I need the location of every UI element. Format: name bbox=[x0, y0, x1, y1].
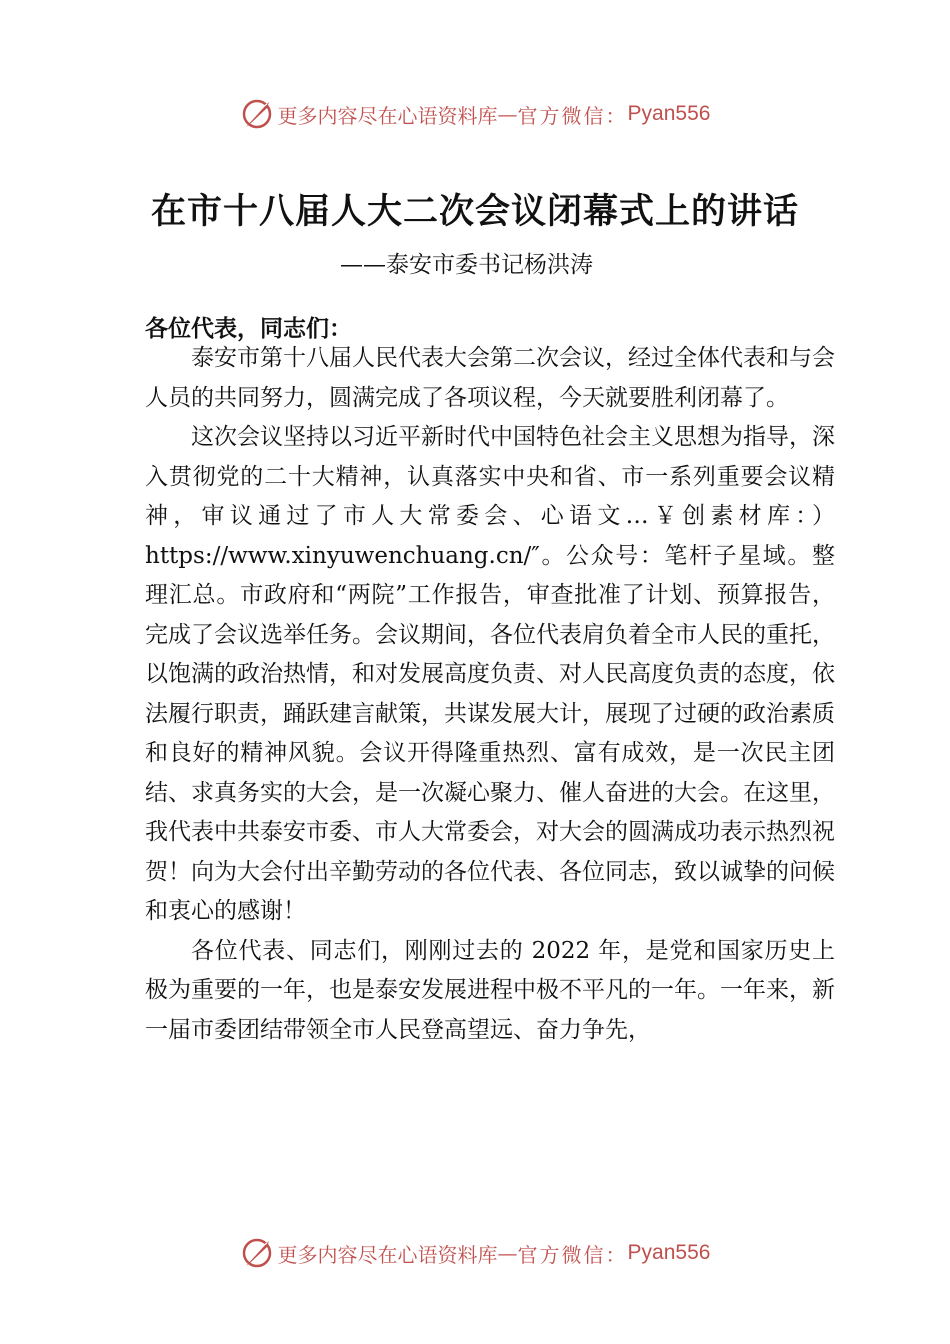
document-subtitle: ——泰安市委书记杨洪涛 bbox=[340, 252, 593, 278]
paragraph: 各位代表、同志们，刚刚过去的 2022 年，是党和国家历史上极为重要的一年，也是泰安发展进程中极不平凡的一年。一年来，新一届市委团结带领全市人民登高望远、奋力争先， bbox=[145, 937, 835, 1043]
banner-brand-text: 更多内容尽在心语资料库 bbox=[277, 1242, 498, 1267]
footer-watermark-banner bbox=[0, 1233, 950, 1273]
banner-separator: — bbox=[497, 102, 518, 126]
quill-pen-logo-icon bbox=[240, 1236, 274, 1270]
paragraph: 这次会议坚持以习近平新时代中国特色社会主义思想为指导，深入贯彻党的二十大精神，认真落实中央和省、市一系列重要会议精神，审议通过了市人大常委会、心语文…￥创素材库：）https://www.xinyuwenchuang.cn/″。公众号：笔杆子星域。整理汇总。市政府和“两院”工作报告，审查批准了计划、预算报告，完成了会议选举任务。会议期间，各位代表肩负着全市人民的重托，以饱满的政治热情，和对发展高度负责、对人民高度负责的态度，依法履行职责，踊跃建言献策，共谋发展大计，展现了过硬的政治素质和良好的精神风貌。会议开得隆重热烈、富有成效，是一次民主团结、求真务实的大会，是一次凝心聚力、催人奋进的大会。在这里，我代表中共泰安市委、市人大常委会，对大会的圆满成功表示热烈祝贺！向为大会付出辛勤劳动的各位代表、各位同志，致以诚挚的问候和衷心的感谢！ bbox=[145, 424, 835, 924]
banner-wechat-label: 官方微信： bbox=[517, 103, 628, 128]
salutation: 各位代表，同志们： bbox=[145, 316, 352, 342]
banner-wechat-handle: Pyan556 bbox=[627, 1241, 711, 1264]
header-watermark-banner bbox=[0, 94, 950, 134]
document-body bbox=[145, 339, 835, 1050]
banner-separator: — bbox=[497, 1241, 518, 1265]
paragraph: 泰安市第十八届人民代表大会第二次会议，经过全体代表和与会人员的共同努力，圆满完成了各项议程，今天就要胜利闭幕了。 bbox=[145, 345, 835, 411]
banner-brand-text: 更多内容尽在心语资料库 bbox=[277, 103, 498, 128]
banner-wechat-handle: Pyan556 bbox=[627, 102, 711, 125]
quill-pen-logo-icon bbox=[240, 97, 274, 131]
banner-wechat-label: 官方微信： bbox=[517, 1242, 628, 1267]
document-title: 在市十八届人大二次会议闭幕式上的讲话 bbox=[150, 191, 799, 232]
